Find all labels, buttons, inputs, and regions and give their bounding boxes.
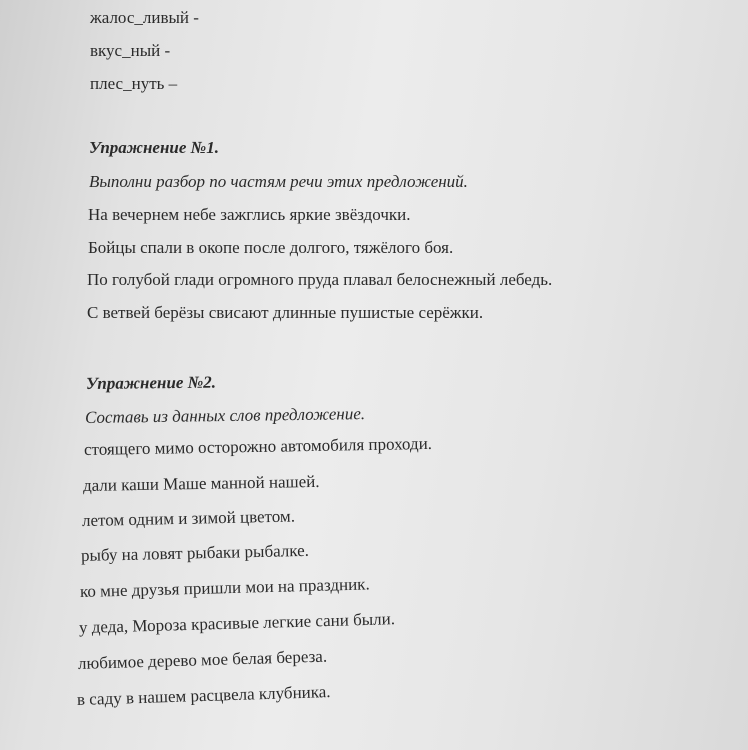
exercise-1-sentence: Бойцы спали в окопе после долгого, тяжёлого боя.	[88, 238, 454, 257]
exercise-2-instruction: Составь из данных слов предложение.	[84, 404, 366, 427]
exercise-2-sentence: дали каши Маше манной нашей.	[82, 471, 320, 495]
exercise-2-sentence: летом одним и зимой цветом.	[81, 506, 296, 530]
exercise-2-sentence: любимое дерево мое белая береза.	[77, 646, 328, 673]
word-line: жалос_ливый -	[90, 8, 199, 27]
exercise-1-sentence: С ветвей берёзы свисают длинные пушистые серёжки.	[87, 303, 484, 322]
exercise-1-heading: Упражнение №1.	[89, 138, 219, 157]
exercise-1-sentence: По голубой глади огромного пруда плавал белоснежный лебедь.	[87, 270, 553, 289]
exercise-1-sentence: На вечернем небе зажглись яркие звёздочки.	[88, 205, 411, 224]
exercise-2-heading: Упражнение №2.	[85, 372, 217, 393]
word-line: плес_нуть –	[90, 74, 178, 93]
exercise-2-sentence: ко мне друзья пришли мои на праздник.	[79, 574, 370, 601]
exercise-2-sentence: стоящего мимо осторожно автомобиля проходи.	[83, 433, 433, 459]
exercise-1-instruction: Выполни разбор по частям речи этих предложений.	[89, 172, 468, 191]
exercise-2-sentence: у деда, Мороза красивые легкие сани были.	[78, 609, 396, 637]
exercise-2-sentence: рыбу на ловят рыбаки рыбалке.	[80, 540, 310, 565]
word-line: вкус_ный -	[90, 41, 171, 60]
exercise-2-sentence: в саду в нашем расцвела клубника.	[76, 682, 331, 709]
